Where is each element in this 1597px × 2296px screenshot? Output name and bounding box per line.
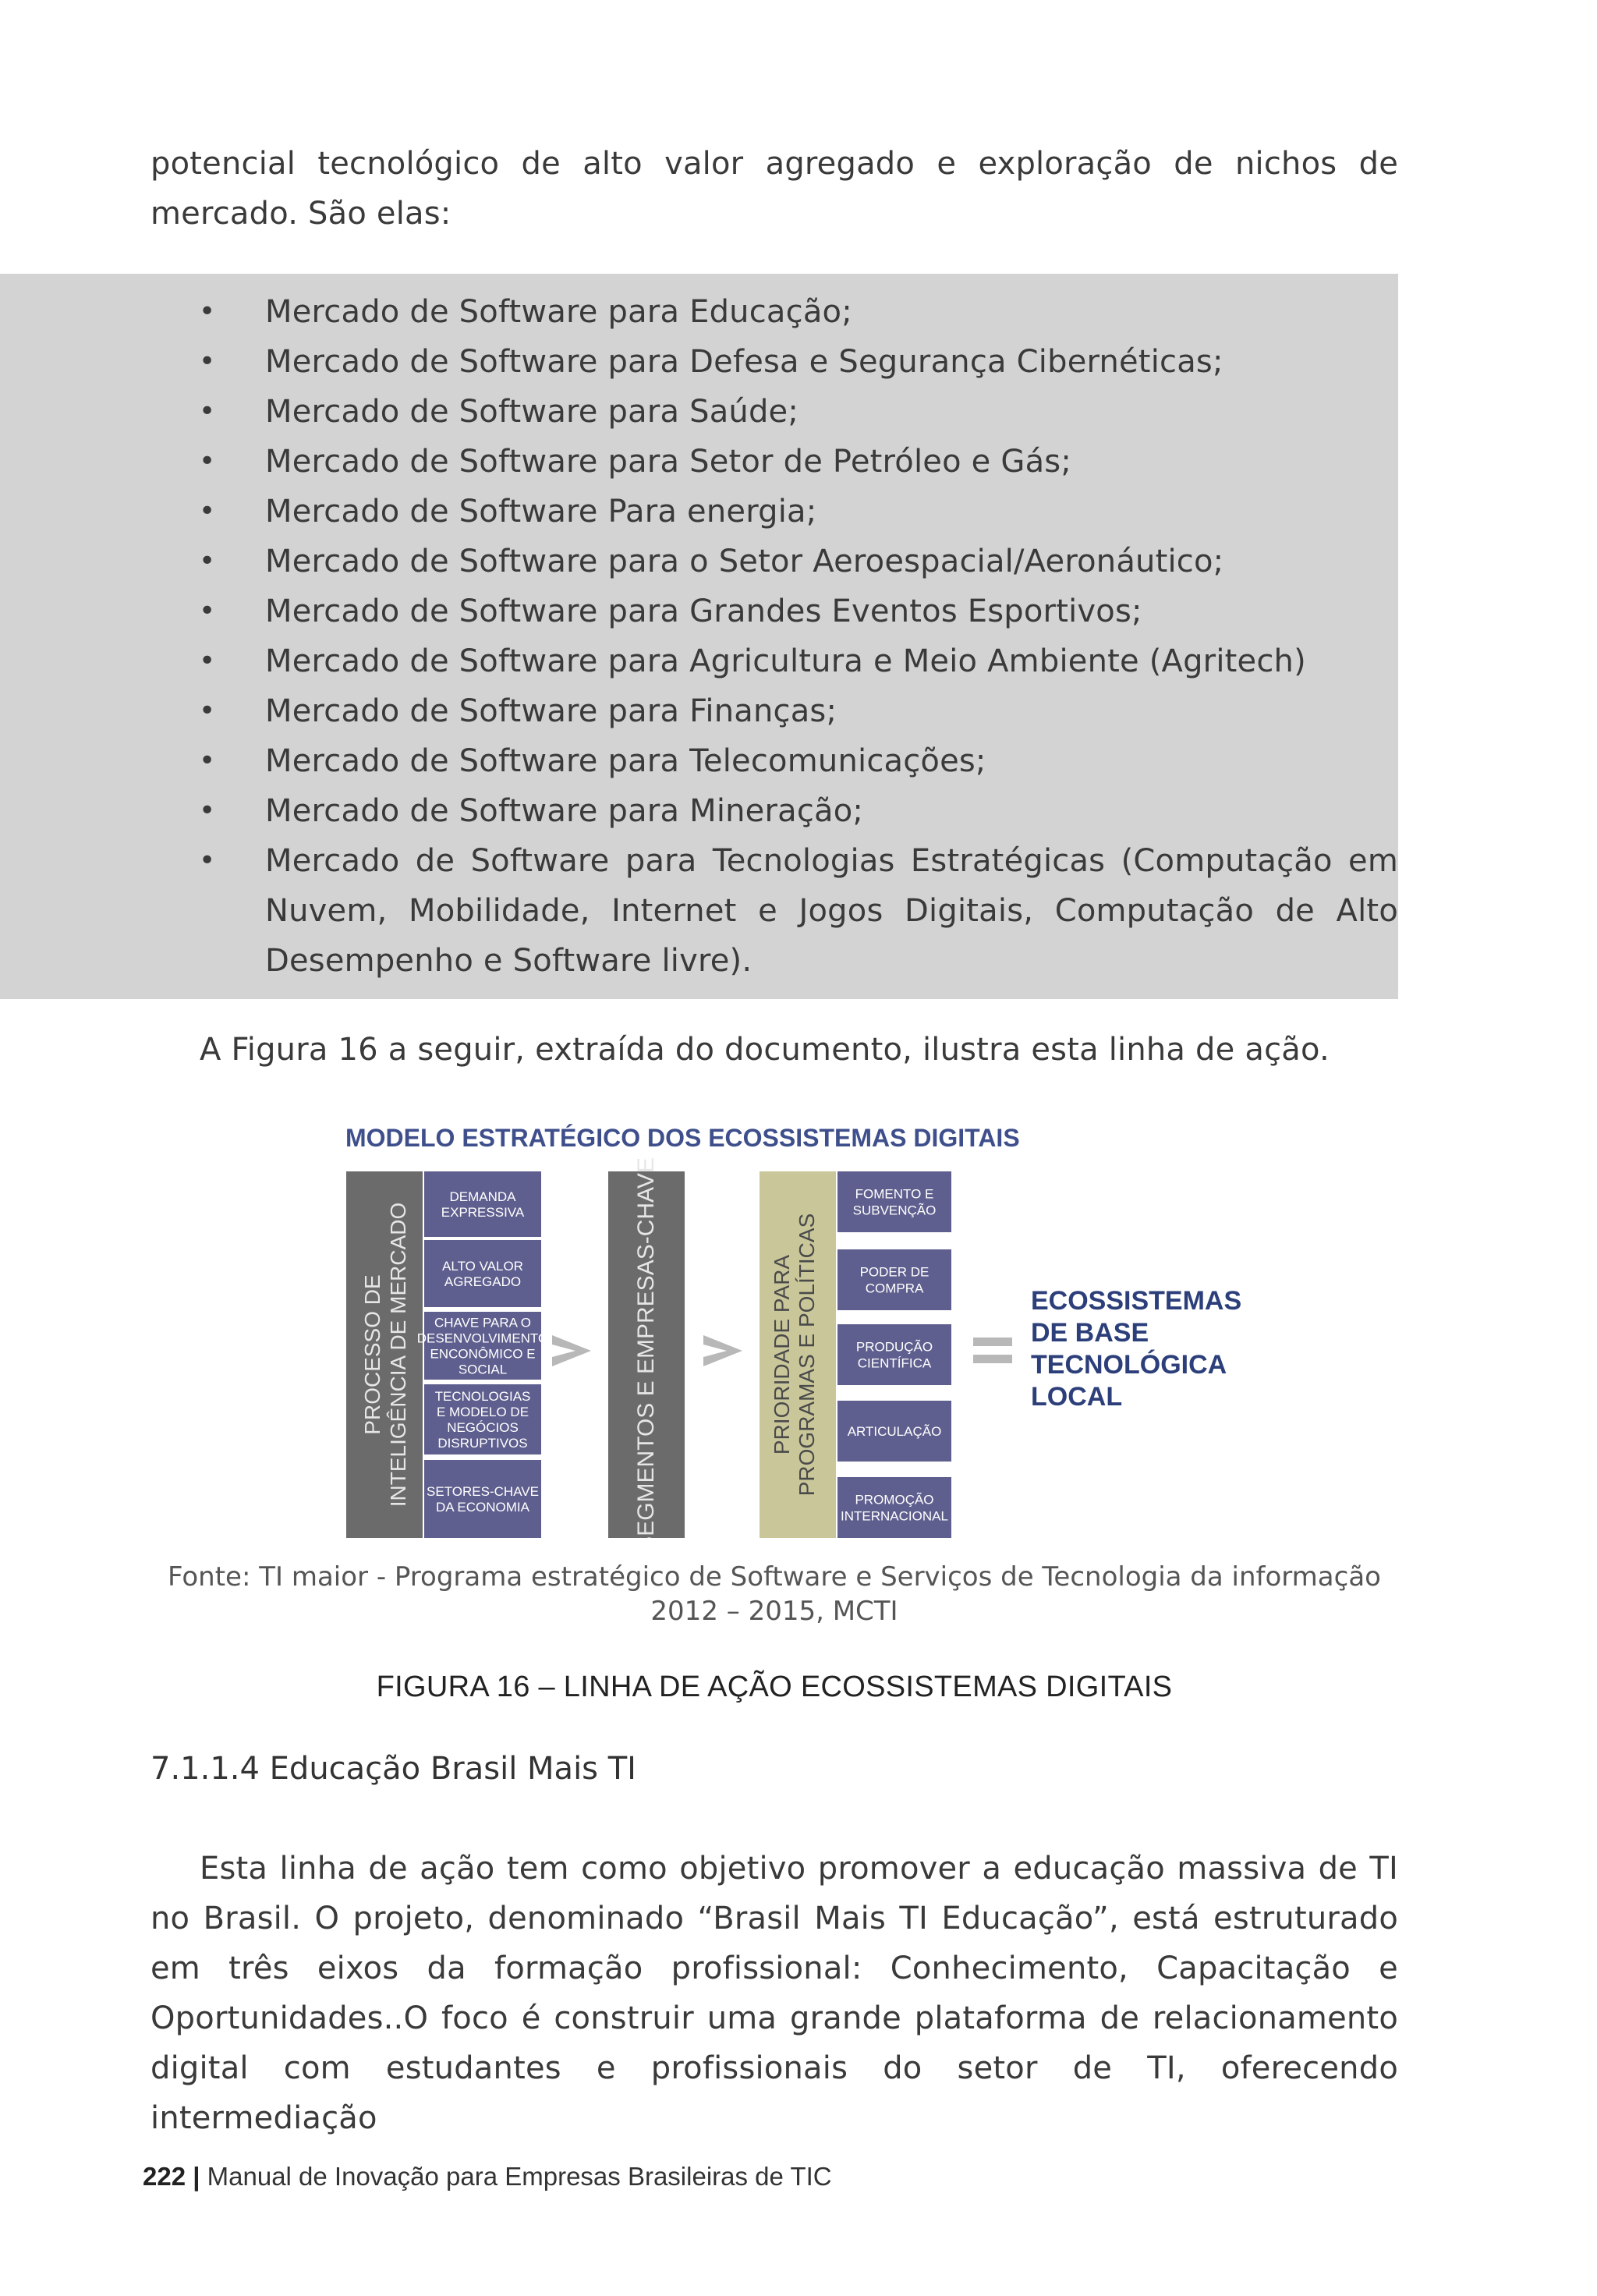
- strategic-model-figure: [343, 1117, 1279, 1538]
- bullet-icon: •: [199, 745, 216, 777]
- bullet-icon: •: [199, 545, 216, 577]
- market-process-box-label: SETORES-CHAVE: [427, 1484, 539, 1499]
- market-list-item-text: Mercado de Software para Educação;: [265, 294, 852, 330]
- market-list-item-text: Mercado de Software para Setor de Petróleo e Gás;: [265, 444, 1072, 480]
- market-list-item: [0, 537, 1398, 586]
- market-process-box-label: ENCONÔMICO E: [430, 1346, 536, 1362]
- chevron-right-icon: [552, 1335, 591, 1366]
- policy-action-box: [837, 1249, 951, 1310]
- bullet-icon: •: [199, 645, 216, 677]
- market-list-item: [0, 836, 1398, 986]
- market-process-box-label: DEMANDA: [449, 1189, 516, 1204]
- market-process-box: [424, 1240, 541, 1307]
- market-list-item-text: Mercado de Software para Telecomunicações;: [265, 743, 986, 779]
- market-process-box: [424, 1460, 541, 1538]
- page-number: 222: [143, 2162, 186, 2191]
- policy-action-box-label: PROMOÇÃO: [855, 1492, 934, 1508]
- segments-label: SEGMENTOS E EMPRESAS-CHAVE: [633, 1157, 659, 1538]
- market-list-item-text: Mercado de Software para Finanças;: [265, 693, 837, 729]
- figure-caption: FIGURA 16 – LINHA DE AÇÃO ECOSSISTEMAS DIGITAIS: [376, 1671, 1173, 1703]
- market-list-item-text: Mercado de Software para Saúde;: [265, 394, 799, 430]
- figure-title: MODELO ESTRATÉGICO DOS ECOSSISTEMAS DIGITAIS: [345, 1124, 1020, 1152]
- section-heading: 7.1.1.4 Educação Brasil Mais TI: [150, 1751, 636, 1787]
- market-intelligence-label: PROCESSO DE: [360, 1274, 384, 1435]
- bullet-icon: •: [199, 495, 216, 527]
- market-process-box-label: TECNOLOGIAS: [434, 1389, 531, 1404]
- result-label: ECOSSISTEMAS: [1031, 1286, 1242, 1316]
- market-list-item: [0, 686, 1398, 736]
- market-process-box-label: NEGÓCIOS: [447, 1420, 519, 1435]
- market-list-item-text: Mercado de Software para Mineração;: [265, 793, 864, 829]
- market-process-box-label: ALTO VALOR: [442, 1259, 523, 1274]
- book-title: Manual de Inovação para Empresas Brasileiras de TIC: [207, 2162, 832, 2191]
- market-list-item: [0, 337, 1398, 387]
- bullet-icon: •: [199, 445, 216, 477]
- market-list-box: [0, 274, 1398, 999]
- section-paragraph-text: Esta linha de ação tem como objetivo promover a educação massiva de TI no Brasil. O projeto, denominado “Brasil Mais TI Educação”, está estruturado em três eixos da formação profissional: Conhecimento, Capacitação e Oportunidades..O foco é construir uma grande plataforma de relacionamento digital com estudantes e profissionais do setor de TI, oferecendo intermediação: [150, 1851, 1398, 2136]
- bullet-icon: •: [199, 345, 216, 377]
- result-label: TECNOLÓGICA: [1031, 1350, 1227, 1380]
- market-intelligence-bar: [346, 1171, 423, 1538]
- equals-icon: [973, 1355, 1012, 1363]
- policy-action-box: [837, 1324, 951, 1385]
- policy-action-box-label: PRODUÇÃO: [855, 1339, 933, 1355]
- market-process-box-label: DISRUPTIVOS: [437, 1436, 528, 1451]
- policy-action-box-label: INTERNACIONAL: [841, 1508, 948, 1524]
- policy-action-box: [837, 1477, 951, 1538]
- market-process-box: [424, 1171, 541, 1237]
- policy-action-box-label: ARTICULAÇÃO: [847, 1424, 942, 1439]
- market-list-item-text: Mercado de Software Para energia;: [265, 494, 817, 530]
- market-list-item: [0, 437, 1398, 487]
- market-intelligence-label: INTELIGÊNCIA DE MERCADO: [386, 1202, 410, 1508]
- bullet-icon: •: [199, 296, 216, 328]
- market-process-box-label: DESENVOLVIMENTO: [416, 1330, 549, 1346]
- bullet-icon: •: [199, 845, 216, 877]
- market-process-box-label: E MODELO DE: [436, 1405, 529, 1419]
- market-process-box-label: AGREGADO: [444, 1274, 522, 1289]
- page-footer: [143, 2162, 832, 2191]
- market-list-item-text: Mercado de Software para o Setor Aeroespacial/Aeronáutico;: [265, 544, 1224, 579]
- result-label: LOCAL: [1031, 1382, 1123, 1412]
- market-list-item: [0, 586, 1398, 636]
- market-process-box-label: SOCIAL: [458, 1362, 508, 1377]
- section-paragraph: [150, 1844, 1398, 2143]
- bullet-icon: •: [199, 395, 216, 427]
- market-list-item: [0, 736, 1398, 786]
- market-process-box-label: CHAVE PARA O: [434, 1315, 532, 1330]
- market-list-item-text: Mercado de Software para Grandes Eventos Esportivos;: [265, 593, 1142, 629]
- policy-action-box: [837, 1171, 951, 1232]
- market-list-item: [0, 487, 1398, 537]
- equals-icon: [973, 1338, 1012, 1346]
- result-label: DE BASE: [1031, 1318, 1149, 1348]
- market-list-item-text: Mercado de Software para Agricultura e Meio Ambiente (Agritech): [265, 643, 1306, 679]
- intro-paragraph: potencial tecnológico de alto valor agregado e exploração de nichos de mercado. São elas:: [150, 146, 1398, 232]
- market-process-box-label: EXPRESSIVA: [441, 1205, 525, 1220]
- policy-action-box-label: SUBVENÇÃO: [852, 1203, 937, 1218]
- market-process-box-label: DA ECONOMIA: [436, 1500, 529, 1515]
- market-list-item: [0, 786, 1398, 836]
- bullet-icon: •: [199, 695, 216, 727]
- bullet-icon: •: [199, 795, 216, 827]
- policy-action-box-label: FOMENTO E: [855, 1186, 934, 1202]
- figure-source: Fonte: TI maior - Programa estratégico de Software e Serviços de Tecnologia da informação 2012 – 2015, MCTI: [168, 1561, 1381, 1627]
- chevron-right-icon: [703, 1335, 742, 1366]
- market-list: [0, 287, 1398, 986]
- market-list-item: [0, 387, 1398, 437]
- policy-action-box-label: COMPRA: [865, 1281, 924, 1296]
- market-list-item-text: Mercado de Software para Defesa e Segurança Cibernéticas;: [265, 344, 1223, 380]
- policy-action-box-label: PODER DE: [859, 1264, 930, 1280]
- strategic-model-diagram: [343, 1117, 1279, 1538]
- figure-intro-text: A Figura 16 a seguir, extraída do documento, ilustra esta linha de ação.: [200, 1032, 1330, 1068]
- market-list-item: [0, 287, 1398, 337]
- policy-priority-label: PROGRAMAS E POLÍTICAS: [795, 1213, 819, 1497]
- policy-priority-label: PRIORIDADE PARA: [770, 1254, 794, 1455]
- bullet-icon: •: [199, 595, 216, 627]
- policy-action-box-label: CIENTÍFICA: [857, 1355, 932, 1371]
- market-list-item-text: Mercado de Software para Tecnologias Estratégicas (Computação em Nuvem, Mobilidade, Internet e Jogos Digitais, Computação de Alto Desempenho e Software livre).: [265, 843, 1398, 979]
- footer-separator: |: [193, 2162, 200, 2191]
- market-list-item: [0, 636, 1398, 686]
